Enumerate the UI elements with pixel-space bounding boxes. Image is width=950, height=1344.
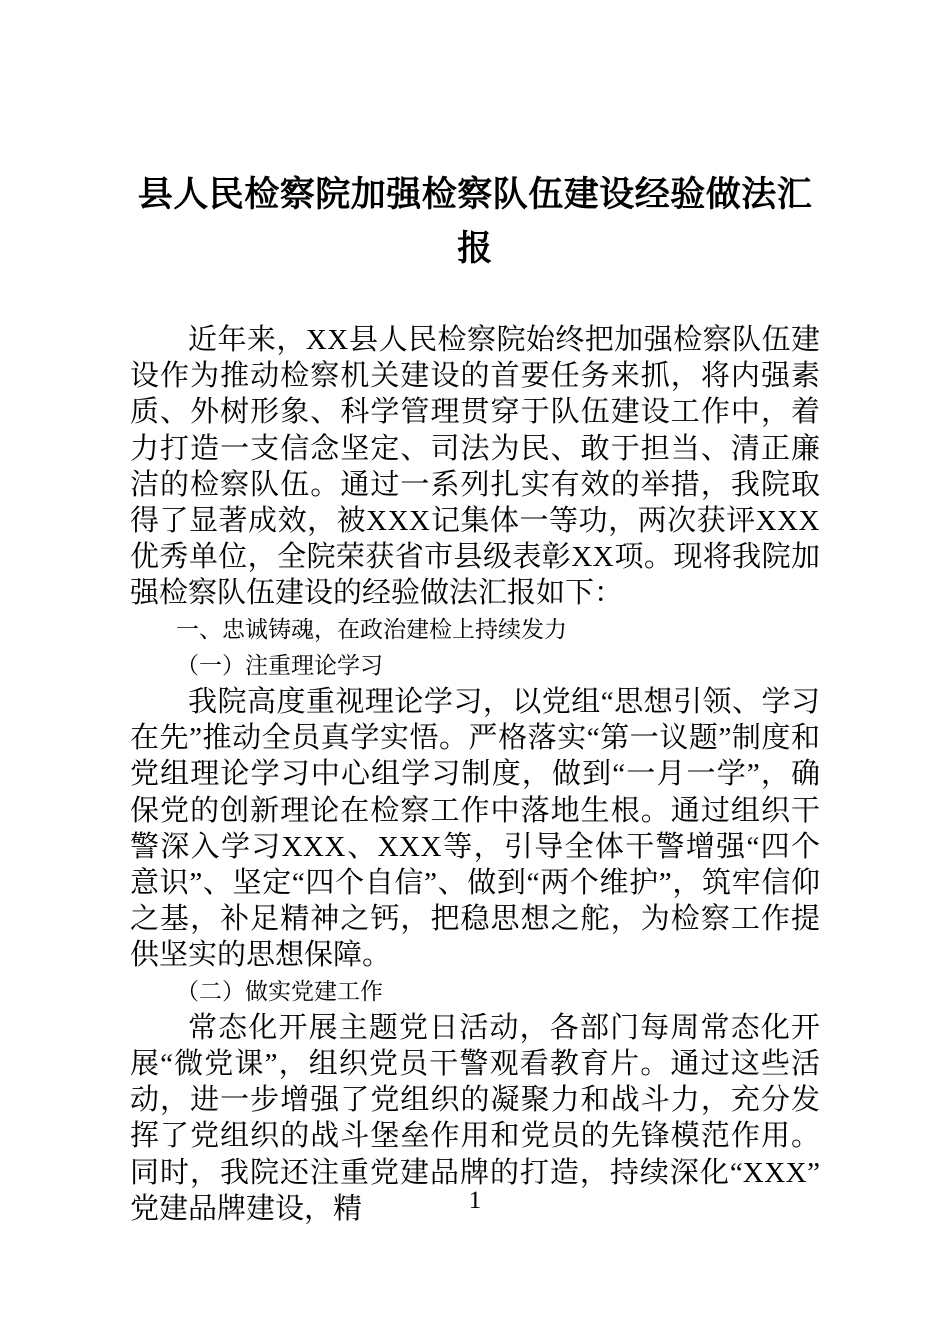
paragraph-intro: 近年来，XX县人民检察院始终把加强检察队伍建设作为推动检察机关建设的首要任务来抓，将内强素质、外树形象、科学管理贯穿于队伍建设工作中，着力打造一支信念坚定、司法为民、敢于担当、清正廉洁的检察队伍。通过一系列扎实有效的举措，我院取得了显著成效，被XXX记集体一等功，两次获评XXX优秀单位，全院荣获省市县级表彰XX项。现将我院加强检察队伍建设的经验做法汇报如下：: [130, 324, 820, 610]
latin-run: XX: [305, 324, 349, 356]
document-content: [130, 0, 820, 1227]
page-number: 1: [468, 1187, 482, 1214]
latin-run: XXX: [755, 505, 820, 538]
latin-run: XXX: [742, 1156, 808, 1189]
heading-subsection-one: （一）注重理论学习: [176, 652, 383, 678]
latin-run: XX: [571, 541, 615, 574]
title-spacer: [130, 276, 820, 322]
latin-run: XXX: [366, 505, 431, 538]
heading-section-one: 一、忠诚铸魂，在政治建检上持续发力: [176, 616, 567, 642]
latin-run: XXX: [377, 830, 442, 863]
latin-run: XXX: [281, 830, 346, 863]
paragraph-party-building: 常态化开展主题党日活动，各部门每周常态化开展“微党课”，组织党员干警观看教育片。通过这些活动，进一步增强了党组织的凝聚力和战斗力，充分发挥了党组织的战斗堡垒作用和党员的先锋模范作用。同时，我院还注重党建品牌的打造，持续深化“XXX”党建品牌建设，精: [130, 1011, 820, 1225]
paragraph-theory-study: 我院高度重视理论学习，以党组“思想引领、学习在先”推动全员真学实悟。严格落实“第一议题”制度和党组理论学习中心组学习制度，做到“一月一学”，确保党的创新理论在检察工作中落地生根。通过组织干警深入学习XXX、XXX等，引导全体干警增强“四个意识”、坚定“四个自信”、做到“两个维护”，筑牢信仰之基，补足精神之钙，把稳思想之舵，为检察工作提供坚实的思想保障。: [130, 686, 820, 972]
heading-subsection-two: （二）做实党建工作: [176, 978, 383, 1004]
page-title: 县人民检察院加强检察队伍建设经验做法汇报: [137, 175, 813, 268]
